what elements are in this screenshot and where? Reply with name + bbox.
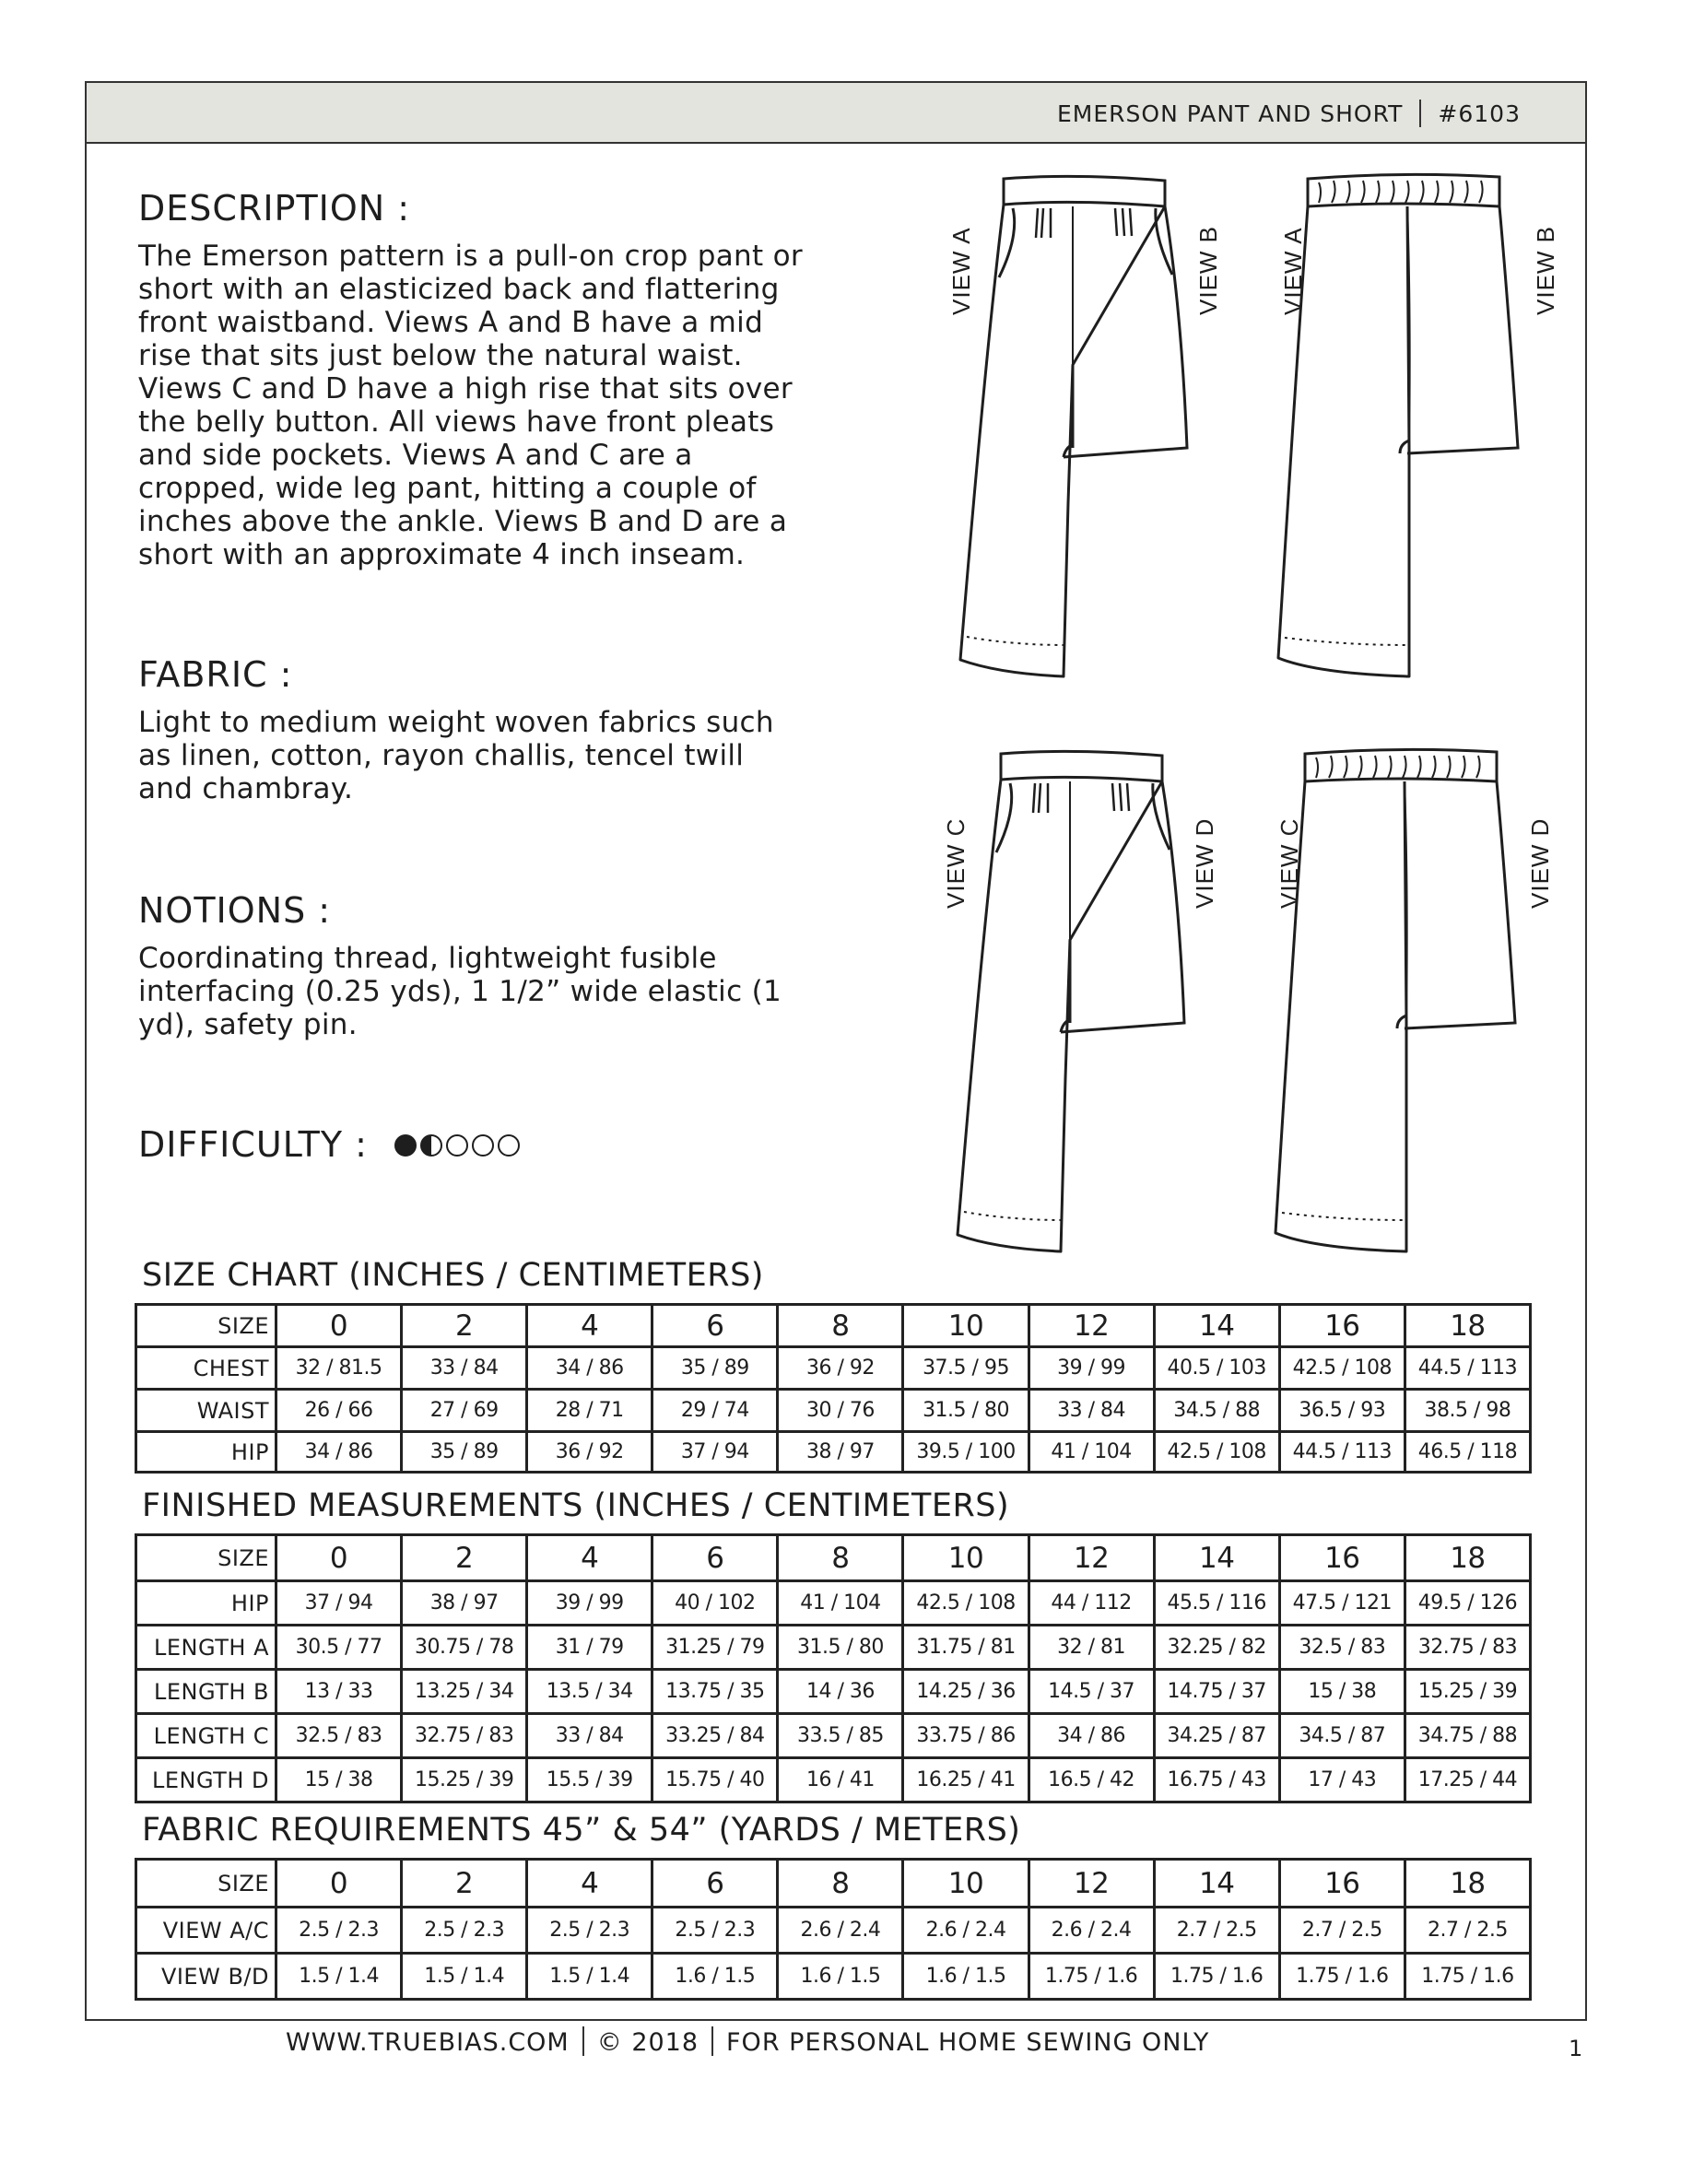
table-cell: 2.5 / 2.3 — [276, 1908, 402, 1954]
size-cell: 10 — [903, 1305, 1029, 1347]
table-row — [136, 1714, 1531, 1758]
description-line: short with an elasticized back and flattering — [138, 273, 780, 306]
table-cell: 33 / 84 — [402, 1347, 527, 1390]
table-cell: 16 / 41 — [778, 1758, 903, 1802]
row-label: LENGTH D — [136, 1758, 276, 1802]
table-cell: 1.6 / 1.5 — [778, 1954, 903, 2000]
table-cell: 32 / 81.5 — [276, 1347, 402, 1390]
size-cell: 14 — [1154, 1860, 1279, 1908]
table-cell: 30 / 76 — [778, 1390, 903, 1432]
table-cell: 38 / 97 — [402, 1581, 527, 1626]
table-cell: 32.75 / 83 — [402, 1714, 527, 1758]
size-cell: 6 — [652, 1860, 778, 1908]
size-cell: 0 — [276, 1860, 402, 1908]
table-cell: 44 / 112 — [1029, 1581, 1154, 1626]
fabric-requirements-title: FABRIC REQUIREMENTS 45” & 54” (YARDS / METERS) — [142, 1812, 1021, 1849]
table-cell: 34 / 86 — [276, 1432, 402, 1473]
table-cell: 42.5 / 108 — [903, 1581, 1029, 1626]
description-line: inches above the ankle. Views B and D are a — [138, 505, 788, 538]
table-cell: 29 / 74 — [652, 1390, 778, 1432]
table-cell: 2.5 / 2.3 — [652, 1908, 778, 1954]
table-cell: 37.5 / 95 — [903, 1347, 1029, 1390]
table-cell: 2.7 / 2.5 — [1154, 1908, 1279, 1954]
table-row — [136, 1626, 1531, 1670]
table-cell: 34.75 / 88 — [1405, 1714, 1530, 1758]
size-cell: 4 — [527, 1535, 652, 1581]
footer-text — [286, 2026, 1209, 2057]
table-row — [136, 1908, 1531, 1954]
table-cell: 34.5 / 87 — [1279, 1714, 1405, 1758]
table-cell: 1.5 / 1.4 — [402, 1954, 527, 2000]
label-view-a-back: VIEW A — [1279, 227, 1307, 315]
row-label: VIEW B/D — [136, 1954, 276, 2000]
table-cell: 14.5 / 37 — [1029, 1670, 1154, 1714]
table-cell: 28 / 71 — [527, 1390, 652, 1432]
page-frame — [85, 81, 1587, 2021]
table-cell: 2.6 / 2.4 — [903, 1908, 1029, 1954]
back-view-cd — [1275, 749, 1515, 1251]
table-cell: 13.25 / 34 — [402, 1670, 527, 1714]
notions-line: interfacing (0.25 yds), 1 1/2” wide elastic (1 — [138, 975, 782, 1008]
technical-drawings — [87, 83, 1589, 1281]
size-cell: 18 — [1405, 1305, 1530, 1347]
row-label: SIZE — [136, 1305, 276, 1347]
table-cell: 2.7 / 2.5 — [1405, 1908, 1530, 1954]
size-cell: 12 — [1029, 1860, 1154, 1908]
table-cell: 44.5 / 113 — [1405, 1347, 1530, 1390]
table-cell: 35 / 89 — [652, 1347, 778, 1390]
table-cell: 15.75 / 40 — [652, 1758, 778, 1802]
size-cell: 16 — [1279, 1535, 1405, 1581]
table-cell: 15.25 / 39 — [1405, 1670, 1530, 1714]
row-label: HIP — [136, 1581, 276, 1626]
description-line: short with an approximate 4 inch inseam. — [138, 538, 746, 571]
description-line: The Emerson pattern is a pull-on crop pant or — [138, 240, 803, 273]
row-label: CHEST — [136, 1347, 276, 1390]
table-cell: 36.5 / 93 — [1279, 1390, 1405, 1432]
table-cell: 1.75 / 1.6 — [1154, 1954, 1279, 2000]
row-label: HIP — [136, 1432, 276, 1473]
description-heading: DESCRIPTION : — [138, 188, 411, 229]
table-cell: 2.7 / 2.5 — [1279, 1908, 1405, 1954]
table-cell: 13.5 / 34 — [527, 1670, 652, 1714]
size-cell: 12 — [1029, 1535, 1154, 1581]
label-view-b-front: VIEW B — [1194, 225, 1222, 315]
table-cell: 17 / 43 — [1279, 1758, 1405, 1802]
size-cell: 8 — [778, 1305, 903, 1347]
size-cell: 10 — [903, 1535, 1029, 1581]
table-cell: 16.5 / 42 — [1029, 1758, 1154, 1802]
table-cell: 2.6 / 2.4 — [1029, 1908, 1154, 1954]
fabric-line: as linen, cotton, rayon challis, tencel twill — [138, 739, 745, 772]
table-cell: 26 / 66 — [276, 1390, 402, 1432]
table-cell: 17.25 / 44 — [1405, 1758, 1530, 1802]
table-cell: 31.5 / 80 — [903, 1390, 1029, 1432]
table-cell: 33.25 / 84 — [652, 1714, 778, 1758]
label-view-c-front: VIEW C — [942, 817, 970, 909]
description-line: cropped, wide leg pant, hitting a couple of — [138, 472, 757, 505]
table-row — [136, 1581, 1531, 1626]
size-cell: 10 — [903, 1860, 1029, 1908]
table-cell: 46.5 / 118 — [1405, 1432, 1530, 1473]
table-cell: 1.5 / 1.4 — [527, 1954, 652, 2000]
pattern-name: EMERSON PANT AND SHORT — [1057, 100, 1404, 127]
description-line: rise that sits just below the natural waist. — [138, 339, 743, 372]
table-cell: 34.25 / 87 — [1154, 1714, 1279, 1758]
table-cell: 14.75 / 37 — [1154, 1670, 1279, 1714]
table-cell: 31.5 / 80 — [778, 1626, 903, 1670]
table-cell: 42.5 / 108 — [1279, 1347, 1405, 1390]
footer-divider — [582, 2026, 584, 2056]
table-cell: 36 / 92 — [527, 1432, 652, 1473]
size-cell: 8 — [778, 1535, 903, 1581]
table-cell: 1.5 / 1.4 — [276, 1954, 402, 2000]
table-cell: 37 / 94 — [652, 1432, 778, 1473]
table-cell: 49.5 / 126 — [1405, 1581, 1530, 1626]
table-cell: 31.25 / 79 — [652, 1626, 778, 1670]
footer-copyright: © 2018 — [596, 2028, 699, 2057]
row-label: LENGTH C — [136, 1714, 276, 1758]
table-cell: 2.5 / 2.3 — [402, 1908, 527, 1954]
table-cell: 35 / 89 — [402, 1432, 527, 1473]
footer-usage: FOR PERSONAL HOME SEWING ONLY — [726, 2028, 1210, 2057]
size-header-row — [136, 1535, 1531, 1581]
table-cell: 34 / 86 — [1029, 1714, 1154, 1758]
table-row — [136, 1670, 1531, 1714]
fabric-line: Light to medium weight woven fabrics such — [138, 706, 774, 739]
label-view-d-front: VIEW D — [1191, 817, 1218, 909]
table-row — [136, 1954, 1531, 2000]
table-cell: 31 / 79 — [527, 1626, 652, 1670]
footer-website[interactable]: WWW.TRUEBIAS.COM — [286, 2028, 570, 2057]
table-cell: 33.5 / 85 — [778, 1714, 903, 1758]
table-cell: 32.5 / 83 — [276, 1714, 402, 1758]
size-cell: 2 — [402, 1305, 527, 1347]
table-cell: 1.75 / 1.6 — [1405, 1954, 1530, 2000]
table-cell: 47.5 / 121 — [1279, 1581, 1405, 1626]
table-cell: 14.25 / 36 — [903, 1670, 1029, 1714]
table-cell: 38.5 / 98 — [1405, 1390, 1530, 1432]
table-cell: 2.5 / 2.3 — [527, 1908, 652, 1954]
size-chart-title: SIZE CHART (INCHES / CENTIMETERS) — [142, 1257, 764, 1294]
table-row — [136, 1432, 1531, 1473]
table-cell: 39.5 / 100 — [903, 1432, 1029, 1473]
table-cell: 45.5 / 116 — [1154, 1581, 1279, 1626]
table-cell: 13 / 33 — [276, 1670, 402, 1714]
description-line: the belly button. All views have front pleats — [138, 405, 775, 439]
table-cell: 1.75 / 1.6 — [1279, 1954, 1405, 2000]
table-cell: 15.5 / 39 — [527, 1758, 652, 1802]
table-row — [136, 1758, 1531, 1802]
table-cell: 14 / 36 — [778, 1670, 903, 1714]
size-cell: 12 — [1029, 1305, 1154, 1347]
notions-line: yd), safety pin. — [138, 1008, 358, 1041]
table-cell: 40 / 102 — [652, 1581, 778, 1626]
label-view-c-back: VIEW C — [1275, 817, 1303, 909]
footer-divider — [711, 2026, 713, 2056]
table-cell: 36 / 92 — [778, 1347, 903, 1390]
row-label: SIZE — [136, 1860, 276, 1908]
table-row — [136, 1390, 1531, 1432]
table-cell: 44.5 / 113 — [1279, 1432, 1405, 1473]
size-cell: 0 — [276, 1535, 402, 1581]
size-cell: 4 — [527, 1860, 652, 1908]
size-cell: 8 — [778, 1860, 903, 1908]
row-label: LENGTH A — [136, 1626, 276, 1670]
table-cell: 2.6 / 2.4 — [778, 1908, 903, 1954]
table-cell: 32.75 / 83 — [1405, 1626, 1530, 1670]
table-cell: 1.6 / 1.5 — [903, 1954, 1029, 2000]
table-cell: 30.5 / 77 — [276, 1626, 402, 1670]
table-cell: 16.25 / 41 — [903, 1758, 1029, 1802]
table-cell: 39 / 99 — [1029, 1347, 1154, 1390]
finished-measurements-title: FINISHED MEASUREMENTS (INCHES / CENTIMETERS) — [142, 1487, 1010, 1524]
label-view-b-back: VIEW B — [1532, 225, 1559, 315]
table-cell: 34.5 / 88 — [1154, 1390, 1279, 1432]
table-cell: 39 / 99 — [527, 1581, 652, 1626]
fabric-requirements-table — [135, 1858, 1532, 2001]
front-view-cd — [958, 751, 1184, 1251]
front-view-ab — [960, 176, 1187, 676]
table-cell: 33 / 84 — [1029, 1390, 1154, 1432]
fabric-line: and chambray. — [138, 772, 354, 805]
size-cell: 16 — [1279, 1860, 1405, 1908]
size-cell: 16 — [1279, 1305, 1405, 1347]
table-cell: 32.25 / 82 — [1154, 1626, 1279, 1670]
size-cell: 2 — [402, 1535, 527, 1581]
table-cell: 33.75 / 86 — [903, 1714, 1029, 1758]
size-cell: 18 — [1405, 1535, 1530, 1581]
size-cell: 14 — [1154, 1305, 1279, 1347]
size-header-row — [136, 1305, 1531, 1347]
table-cell: 16.75 / 43 — [1154, 1758, 1279, 1802]
table-cell: 32.5 / 83 — [1279, 1626, 1405, 1670]
table-cell: 37 / 94 — [276, 1581, 402, 1626]
table-cell: 1.75 / 1.6 — [1029, 1954, 1154, 2000]
row-label: SIZE — [136, 1535, 276, 1581]
table-cell: 42.5 / 108 — [1154, 1432, 1279, 1473]
label-view-d-back: VIEW D — [1526, 817, 1554, 909]
size-cell: 6 — [652, 1305, 778, 1347]
fabric-heading: FABRIC : — [138, 654, 293, 695]
table-cell: 1.6 / 1.5 — [652, 1954, 778, 2000]
table-cell: 13.75 / 35 — [652, 1670, 778, 1714]
back-view-ab — [1278, 174, 1518, 676]
size-chart-table — [135, 1303, 1532, 1474]
label-view-a-front: VIEW A — [947, 227, 975, 315]
row-label: LENGTH B — [136, 1670, 276, 1714]
table-cell: 32 / 81 — [1029, 1626, 1154, 1670]
size-cell: 14 — [1154, 1535, 1279, 1581]
page-number: 1 — [1569, 2036, 1584, 2061]
table-cell: 27 / 69 — [402, 1390, 527, 1432]
table-cell: 41 / 104 — [778, 1581, 903, 1626]
table-cell: 15 / 38 — [276, 1758, 402, 1802]
difficulty-label: DIFFICULTY : — [138, 1124, 368, 1165]
description-line: front waistband. Views A and B have a mid — [138, 306, 764, 339]
pattern-number: #6103 — [1438, 100, 1521, 127]
table-cell: 40.5 / 103 — [1154, 1347, 1279, 1390]
size-cell: 18 — [1405, 1860, 1530, 1908]
size-cell: 0 — [276, 1305, 402, 1347]
description-line: and side pockets. Views A and C are a — [138, 439, 693, 472]
table-cell: 33 / 84 — [527, 1714, 652, 1758]
size-cell: 6 — [652, 1535, 778, 1581]
table-cell: 41 / 104 — [1029, 1432, 1154, 1473]
table-cell: 34 / 86 — [527, 1347, 652, 1390]
table-cell: 38 / 97 — [778, 1432, 903, 1473]
table-row — [136, 1347, 1531, 1390]
row-label: VIEW A/C — [136, 1908, 276, 1954]
table-cell: 31.75 / 81 — [903, 1626, 1029, 1670]
size-header-row — [136, 1860, 1531, 1908]
table-cell: 15 / 38 — [1279, 1670, 1405, 1714]
finished-measurements-table — [135, 1533, 1532, 1803]
table-cell: 15.25 / 39 — [402, 1758, 527, 1802]
size-cell: 2 — [402, 1860, 527, 1908]
size-cell: 4 — [527, 1305, 652, 1347]
table-cell: 30.75 / 78 — [402, 1626, 527, 1670]
row-label: WAIST — [136, 1390, 276, 1432]
notions-line: Coordinating thread, lightweight fusible — [138, 942, 717, 975]
description-line: Views C and D have a high rise that sits over — [138, 372, 793, 405]
notions-heading: NOTIONS : — [138, 890, 332, 931]
